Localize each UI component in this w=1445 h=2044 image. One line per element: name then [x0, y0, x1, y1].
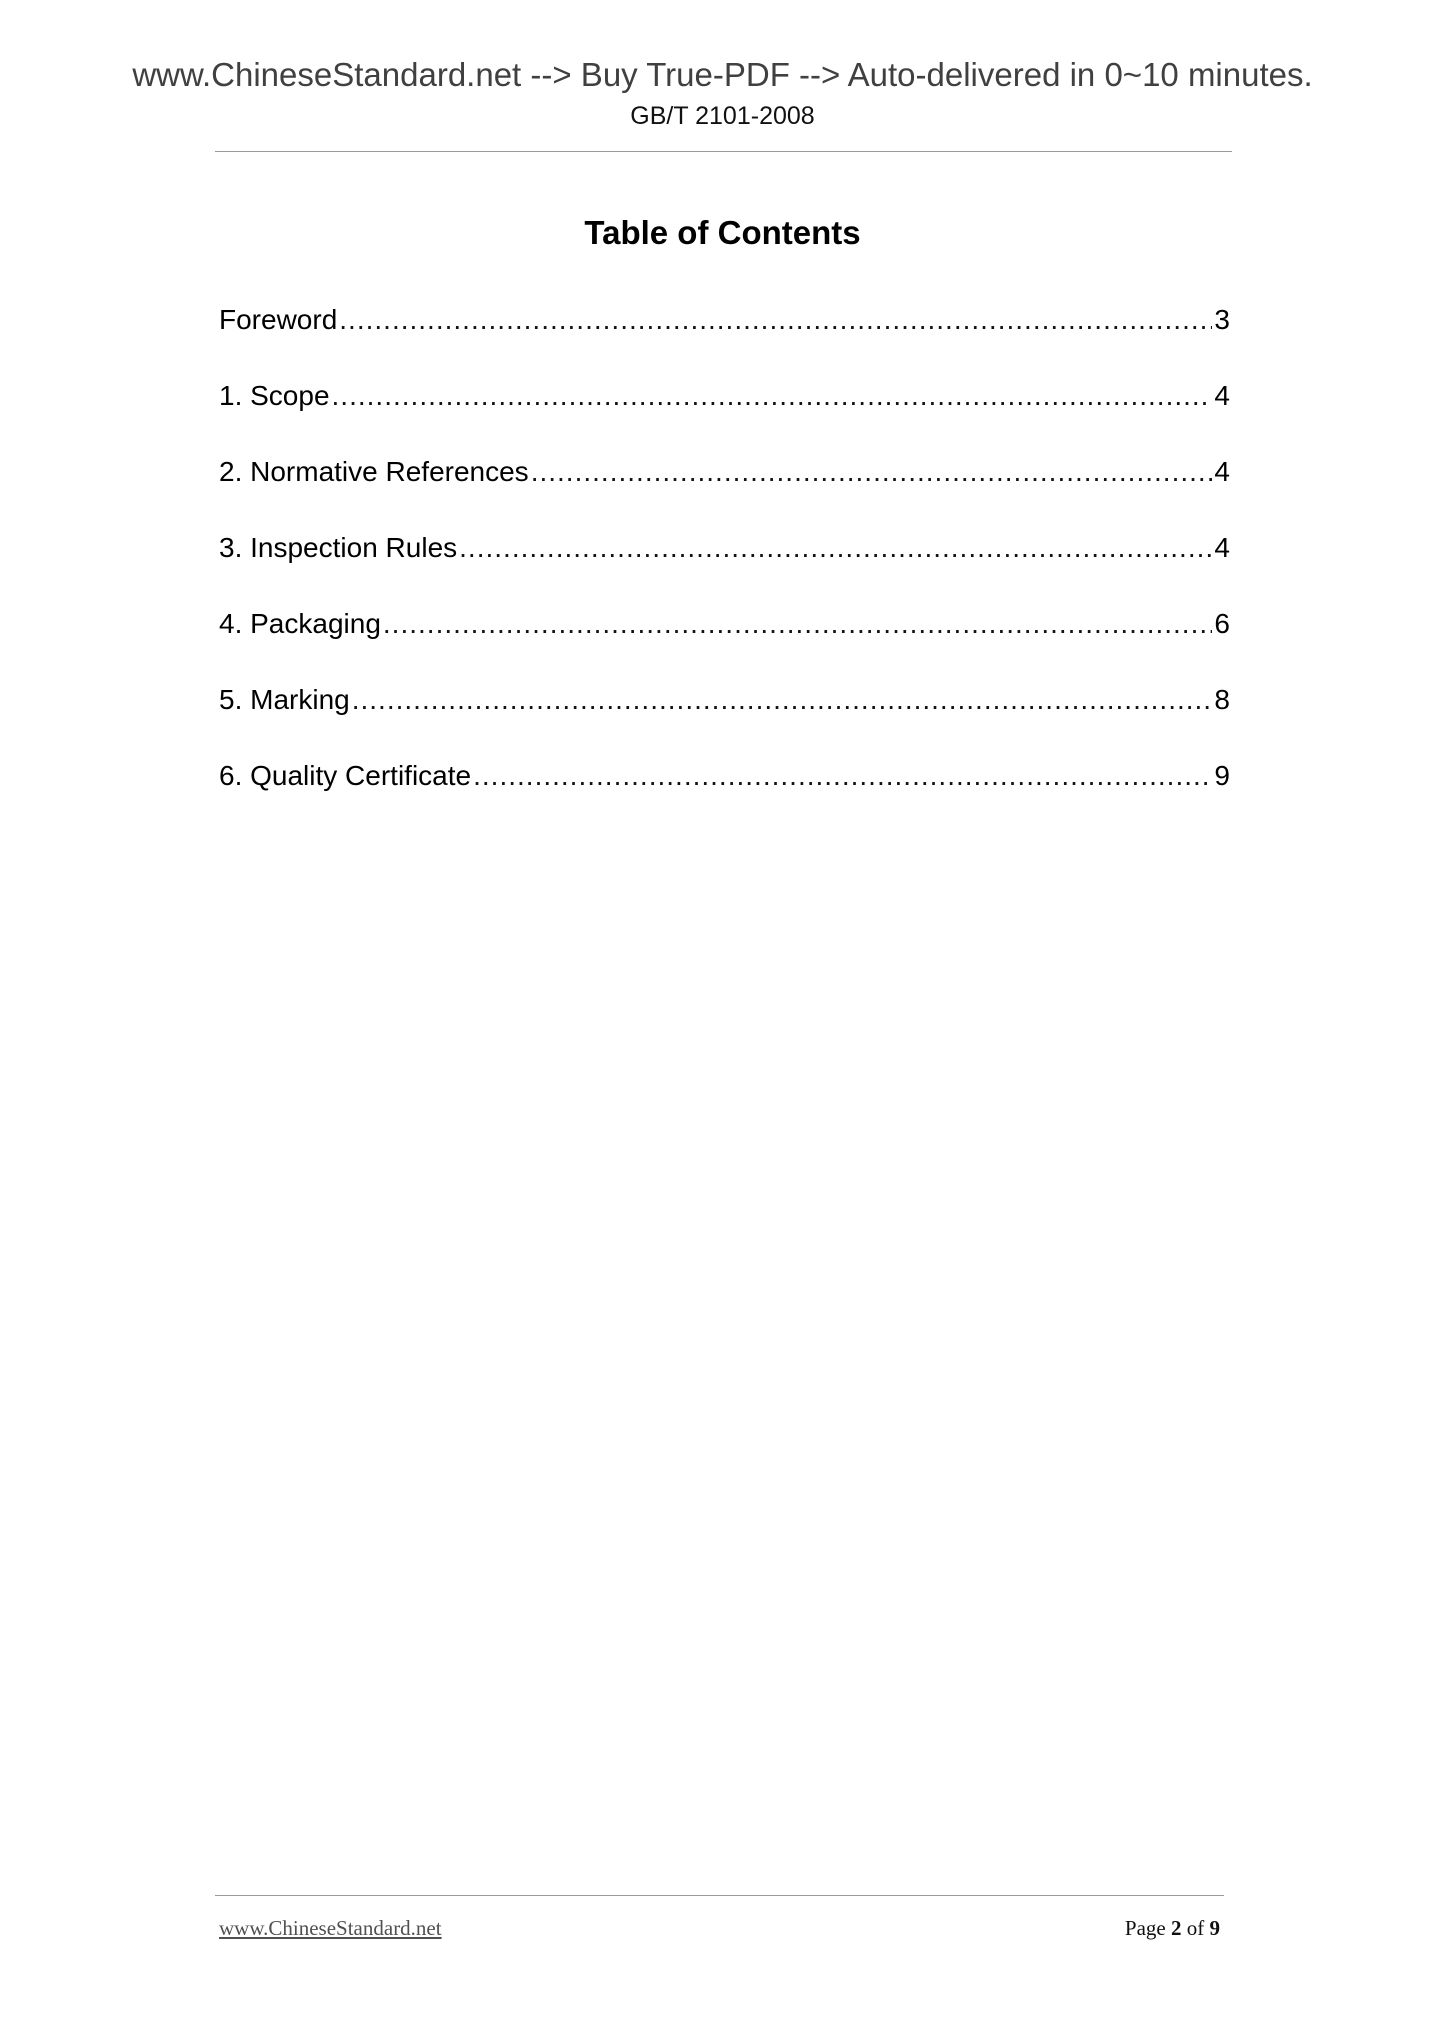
toc-entry-page: 9	[1214, 760, 1230, 791]
standard-number: GB/T 2101-2008	[630, 102, 815, 130]
toc-dot-leader	[459, 528, 1212, 568]
footer-page-number	[1125, 1916, 1220, 1941]
toc-entry-page: 6	[1214, 608, 1230, 639]
toc-entry-label: 1. Scope	[219, 380, 330, 411]
toc-dot-leader	[383, 604, 1213, 644]
toc-entry-label: 3. Inspection Rules	[219, 532, 458, 563]
toc-entry-page: 8	[1214, 684, 1230, 715]
footer-site-link[interactable]: www.ChineseStandard.net	[219, 1916, 442, 1940]
page-prefix: Page	[1124, 1916, 1166, 1940]
header-divider	[215, 151, 1232, 152]
toc-entry-page: 4	[1214, 456, 1230, 487]
toc-entry-label: 2. Normative References	[219, 456, 529, 487]
toc-entry-packaging[interactable]	[219, 604, 1230, 680]
page-current: 2	[1171, 1916, 1182, 1940]
page-of: of	[1186, 1916, 1205, 1940]
table-of-contents	[219, 300, 1230, 832]
toc-entry-label: 5. Marking	[219, 684, 350, 715]
footer-divider	[215, 1895, 1224, 1896]
toc-entry-normative-references[interactable]	[219, 452, 1230, 528]
toc-entry-scope[interactable]	[219, 376, 1230, 452]
toc-entry-quality-certificate[interactable]	[219, 756, 1230, 832]
toc-title: Table of Contents	[584, 214, 861, 251]
toc-dot-leader	[473, 756, 1212, 796]
toc-entry-label: 6. Quality Certificate	[219, 760, 472, 791]
toc-entry-page: 3	[1214, 304, 1230, 335]
toc-entry-inspection-rules[interactable]	[219, 528, 1230, 604]
toc-dot-leader	[339, 300, 1212, 340]
toc-entry-page: 4	[1214, 380, 1230, 411]
toc-entry-foreword[interactable]	[219, 300, 1230, 376]
toc-dot-leader	[352, 680, 1213, 720]
toc-entry-page: 4	[1214, 532, 1230, 563]
toc-entry-label: 4. Packaging	[219, 608, 381, 639]
toc-dot-leader	[332, 376, 1213, 416]
header-banner: www.ChineseStandard.net --> Buy True-PDF --> Auto-delivered in 0~10 minutes.	[132, 56, 1313, 93]
toc-entry-marking[interactable]	[219, 680, 1230, 756]
toc-entry-label: Foreword	[219, 304, 338, 335]
page-total: 9	[1209, 1916, 1220, 1940]
toc-dot-leader	[531, 452, 1213, 492]
